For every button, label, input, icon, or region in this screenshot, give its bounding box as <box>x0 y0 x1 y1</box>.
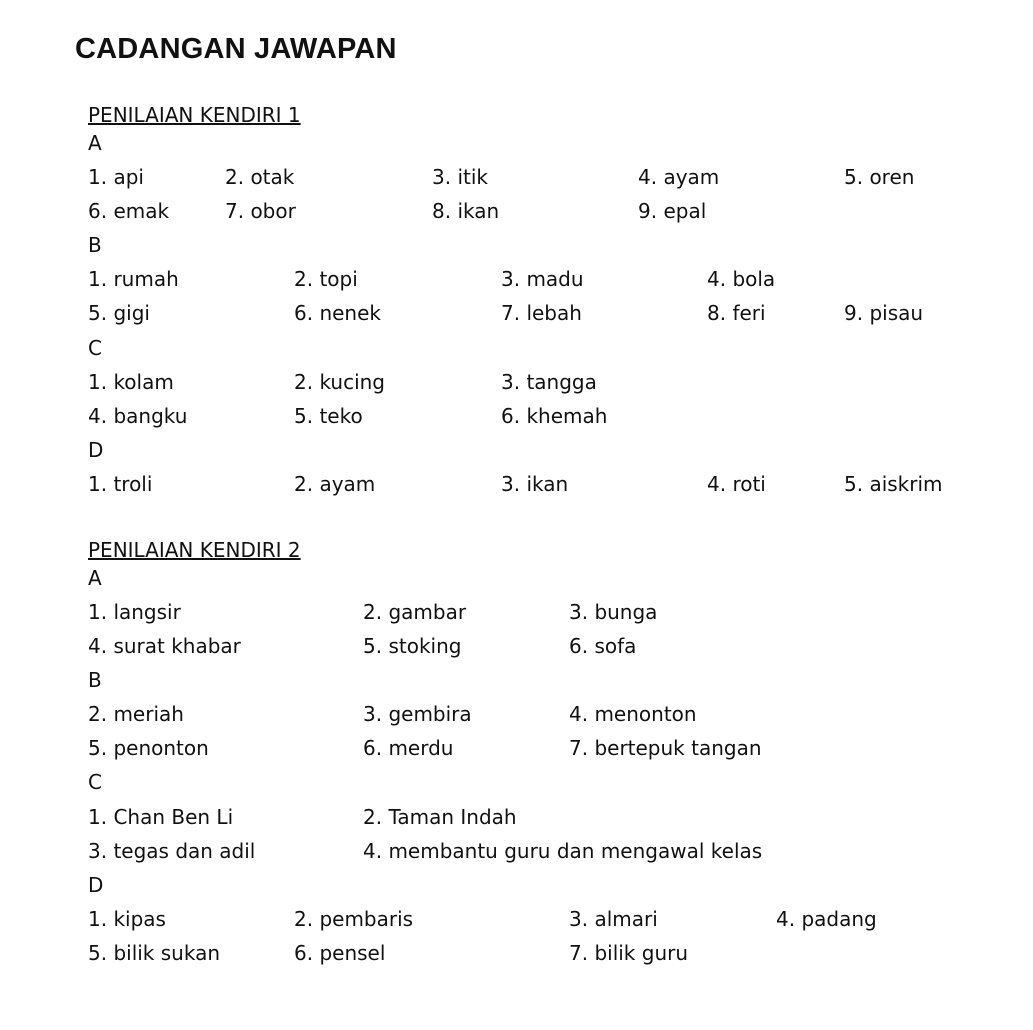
answer-item: 1. api <box>88 165 144 189</box>
answer-item: 1. kolam <box>88 370 174 394</box>
answer-item: 4. menonton <box>569 702 697 726</box>
section-heading: PENILAIAN KENDIRI 1 <box>88 103 301 127</box>
answer-item: 6. sofa <box>569 634 637 658</box>
answer-item: 6. merdu <box>363 736 454 760</box>
answer-item: 2. Taman Indah <box>363 805 517 829</box>
answer-item: 4. membantu guru dan mengawal kelas <box>363 839 763 863</box>
answer-item: 5. stoking <box>363 634 462 658</box>
answer-item: 3. madu <box>501 267 584 291</box>
answer-item: 3. ikan <box>501 472 569 496</box>
answer-item: 5. penonton <box>88 736 209 760</box>
section-heading: PENILAIAN KENDIRI 2 <box>88 538 301 562</box>
answer-item: 2. kucing <box>294 370 386 394</box>
answer-item: 7. bertepuk tangan <box>569 736 762 760</box>
answer-item: 5. oren <box>844 165 915 189</box>
answer-item: 4. bangku <box>88 404 188 428</box>
answer-item: 5. aiskrim <box>844 472 943 496</box>
part-label: A <box>88 131 102 155</box>
answer-item: 2. otak <box>225 165 295 189</box>
answer-item: 2. gambar <box>363 600 467 624</box>
answer-item: 1. langsir <box>88 600 181 624</box>
answer-item: 6. pensel <box>294 941 386 965</box>
answer-item: 3. tangga <box>501 370 597 394</box>
answer-item: 1. troli <box>88 472 153 496</box>
answer-item: 4. ayam <box>638 165 720 189</box>
answer-item: 3. itik <box>432 165 488 189</box>
part-label: D <box>88 438 104 462</box>
answer-item: 2. meriah <box>88 702 184 726</box>
answer-item: 9. epal <box>638 199 707 223</box>
answer-item: 8. ikan <box>432 199 500 223</box>
answer-item: 6. nenek <box>294 301 381 325</box>
answer-item: 3. almari <box>569 907 658 931</box>
answer-item: 6. emak <box>88 199 170 223</box>
answer-item: 2. pembaris <box>294 907 414 931</box>
answer-item: 1. kipas <box>88 907 166 931</box>
answer-item: 1. rumah <box>88 267 179 291</box>
answer-item: 1. Chan Ben Li <box>88 805 234 829</box>
answer-item: 4. bola <box>707 267 776 291</box>
answer-item: 3. gembira <box>363 702 472 726</box>
answer-item: 4. surat khabar <box>88 634 241 658</box>
answer-item: 7. lebah <box>501 301 582 325</box>
answer-item: 6. khemah <box>501 404 608 428</box>
answer-item: 5. teko <box>294 404 363 428</box>
answer-item: 4. roti <box>707 472 766 496</box>
answer-item: 3. bunga <box>569 600 658 624</box>
answer-item: 7. bilik guru <box>569 941 689 965</box>
answer-item: 4. padang <box>776 907 877 931</box>
answer-item: 3. tegas dan adil <box>88 839 256 863</box>
answer-item: 2. topi <box>294 267 358 291</box>
part-label: C <box>88 770 102 794</box>
answer-item: 2. ayam <box>294 472 376 496</box>
page-title: CADANGAN JAWAPAN <box>75 33 397 65</box>
answer-item: 7. obor <box>225 199 296 223</box>
part-label: B <box>88 668 102 692</box>
part-label: A <box>88 566 102 590</box>
part-label: B <box>88 233 102 257</box>
part-label: C <box>88 336 102 360</box>
answer-item: 5. bilik sukan <box>88 941 221 965</box>
part-label: D <box>88 873 104 897</box>
answer-item: 9. pisau <box>844 301 924 325</box>
answer-item: 5. gigi <box>88 301 150 325</box>
answer-item: 8. feri <box>707 301 766 325</box>
